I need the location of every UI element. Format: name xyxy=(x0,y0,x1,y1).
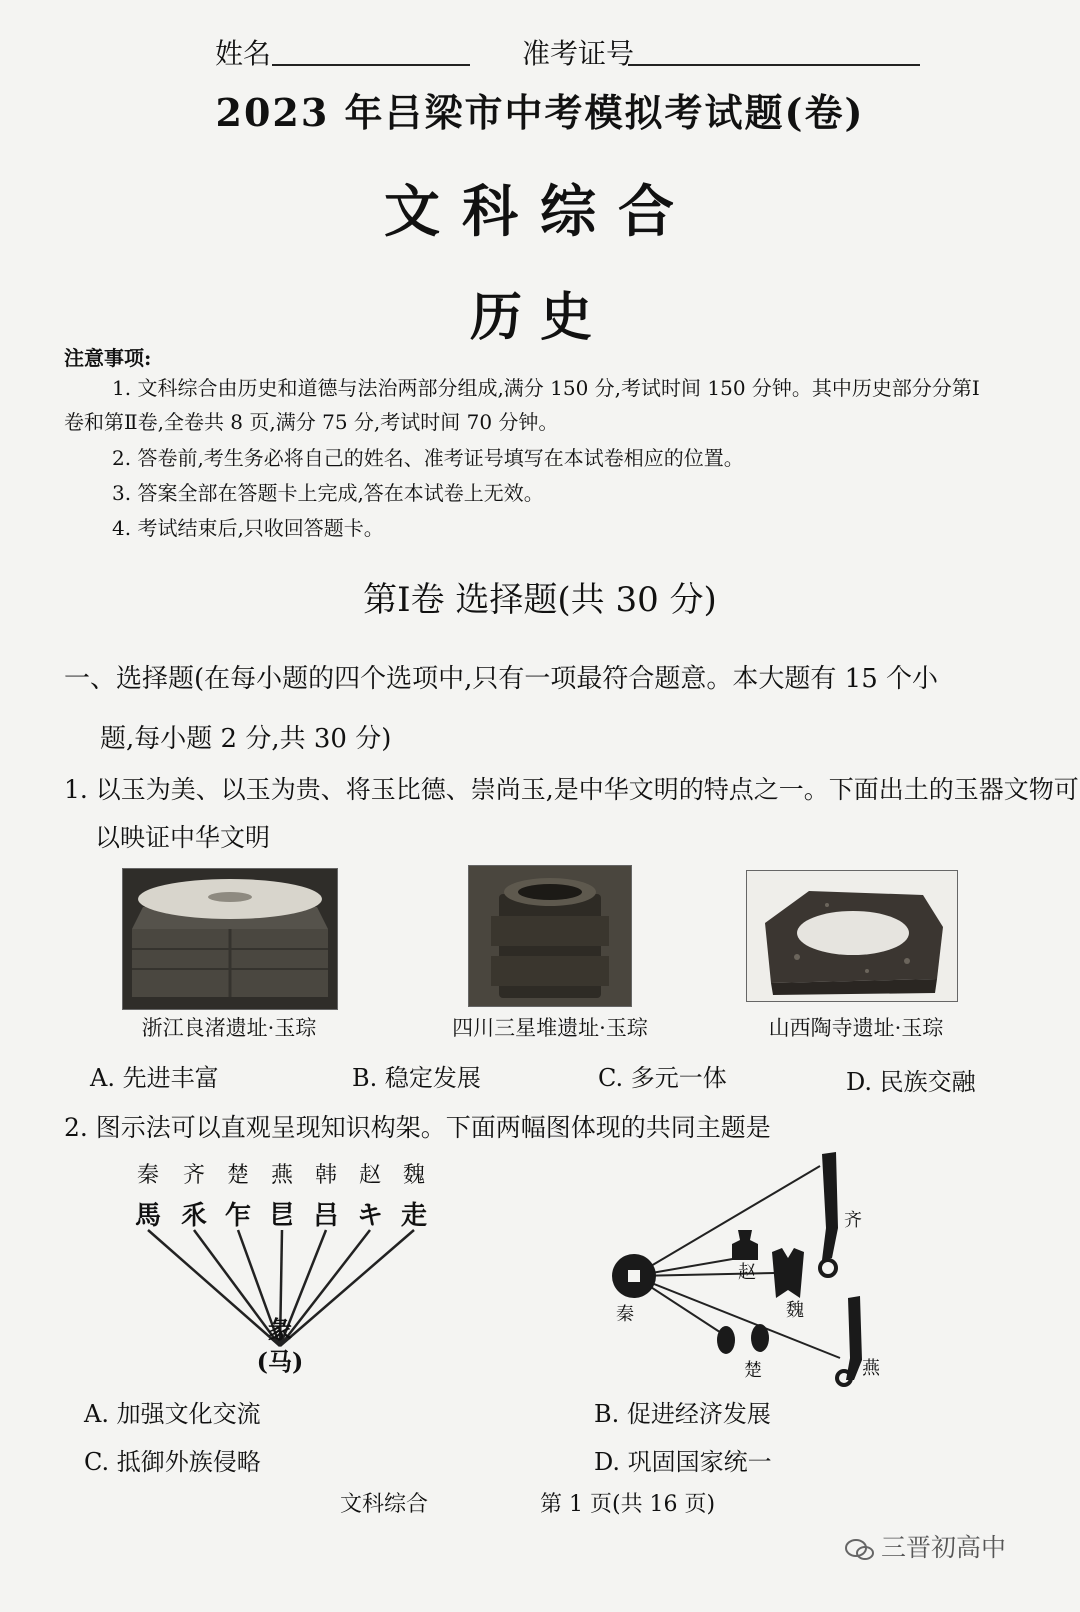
zhao-spade-coin-icon xyxy=(732,1230,758,1260)
coin-unification-diagram xyxy=(600,1148,900,1388)
state-label-zhao: 赵 xyxy=(358,1163,382,1188)
coin-label-qin: 秦 xyxy=(616,1304,634,1325)
seal-glyph-qi: 乑 xyxy=(180,1201,208,1231)
q1-option-d[interactable]: D. 民族交融 xyxy=(846,1068,976,1096)
wei-spade-coin-icon xyxy=(772,1248,804,1298)
exam-id-blank-line xyxy=(628,64,920,66)
yan-knife-coin-icon xyxy=(846,1296,862,1380)
state-label-qin: 秦 xyxy=(136,1163,160,1188)
coin-label-qi: 齐 xyxy=(844,1210,862,1231)
seal-glyph-chu: 乍 xyxy=(224,1201,252,1231)
name-blank-line xyxy=(272,64,470,66)
notes-heading: 注意事项: xyxy=(64,346,152,370)
note-item: 4. 考试结束后,只收回答题卡。 xyxy=(112,516,384,540)
subsubject-title: 历史 xyxy=(469,287,610,348)
seal-glyph-wei: 走 xyxy=(400,1201,428,1231)
seal-glyph-center: 彖 xyxy=(268,1315,292,1344)
note-item: 2. 答卷前,考生务必将自己的姓名、准考证号填写在本试卷相应的位置。 xyxy=(112,446,744,470)
q1-caption-liangzhu: 浙江良渚遗址·玉琮 xyxy=(141,1016,317,1040)
coin-label-wei: 魏 xyxy=(786,1300,804,1321)
q1-option-b[interactable]: B. 稳定发展 xyxy=(352,1064,481,1092)
horse-label: (马) xyxy=(256,1347,304,1376)
jade-cong-photo-sanxingdui xyxy=(468,865,632,1007)
q1-text-line2: 以映证中华文明 xyxy=(95,823,271,852)
seal-glyph-qin: 馬 xyxy=(134,1201,162,1231)
coin-label-yan: 燕 xyxy=(862,1358,880,1379)
q2-option-b[interactable]: B. 促进经济发展 xyxy=(594,1400,771,1428)
chu-ant-nose-coin-icon xyxy=(717,1326,735,1354)
subject-title: 文科综合 xyxy=(384,179,696,245)
watermark xyxy=(845,1528,1006,1564)
q2-option-d[interactable]: D. 巩固国家统一 xyxy=(594,1448,772,1476)
note-item: 1. 文科综合由历史和道德与法治两部分组成,满分 150 分,考试时间 150 分钟。其中历史部分分第Ⅰ xyxy=(112,376,980,400)
coin-label-chu: 楚 xyxy=(744,1360,762,1381)
state-label-qi: 齐 xyxy=(182,1163,206,1188)
seal-glyph-han: 吕 xyxy=(312,1201,340,1231)
footer-subject: 文科综合 xyxy=(340,1492,429,1517)
q1-caption-taosi: 山西陶寺遗址·玉琮 xyxy=(768,1016,944,1040)
state-label-yan: 燕 xyxy=(270,1163,294,1188)
name-label: 姓名 xyxy=(215,37,272,70)
wechat-icon xyxy=(845,1538,875,1560)
section-intro-line2: 题,每小题 2 分,共 30 分) xyxy=(100,724,392,754)
jade-cong-photo-taosi xyxy=(746,870,958,1002)
footer-page-number: 第 1 页(共 16 页) xyxy=(540,1492,716,1517)
coin-label-zhao: 赵 xyxy=(738,1262,756,1283)
state-label-wei: 魏 xyxy=(402,1163,426,1188)
watermark-text: 三晋初高中 xyxy=(881,1533,1007,1562)
section-intro-line1: 一、选择题(在每小题的四个选项中,只有一项最符合题意。本大题有 15 个小 xyxy=(64,664,939,694)
exam-title: 2023 年吕梁市中考模拟考试题(卷) xyxy=(215,90,865,135)
qi-knife-coin-icon xyxy=(822,1152,838,1260)
seal-glyph-zhao: キ xyxy=(356,1201,384,1231)
jade-cong-photo-liangzhu xyxy=(122,868,338,1010)
q1-option-a[interactable]: A. 先进丰富 xyxy=(90,1064,219,1092)
seal-glyph-yan: 㫐 xyxy=(268,1201,296,1231)
q2-text: 2. 图示法可以直观呈现知识构架。下面两幅图体现的共同主题是 xyxy=(64,1113,771,1142)
q2-option-a[interactable]: A. 加强文化交流 xyxy=(84,1400,261,1428)
q1-text-line1: 1. 以玉为美、以玉为贵、将玉比德、崇尚玉,是中华文明的特点之一。下面出土的玉器文物可 xyxy=(64,775,1079,804)
q1-caption-sanxingdui: 四川三星堆遗址·玉琮 xyxy=(452,1016,648,1040)
state-label-chu: 楚 xyxy=(226,1163,250,1188)
note-item: 3. 答案全部在答题卡上完成,答在本试卷上无效。 xyxy=(112,481,544,505)
horse-script-diagram xyxy=(120,1150,450,1385)
q2-option-c[interactable]: C. 抵御外族侵略 xyxy=(84,1448,261,1476)
note-item: 卷和第Ⅱ卷,全卷共 8 页,满分 75 分,考试时间 70 分钟。 xyxy=(64,410,559,434)
exam-id-label: 准考证号 xyxy=(522,37,635,70)
section-title: 第Ⅰ卷 选择题(共 30 分) xyxy=(363,580,717,620)
q1-option-c[interactable]: C. 多元一体 xyxy=(598,1064,727,1092)
state-label-han: 韩 xyxy=(314,1163,338,1188)
